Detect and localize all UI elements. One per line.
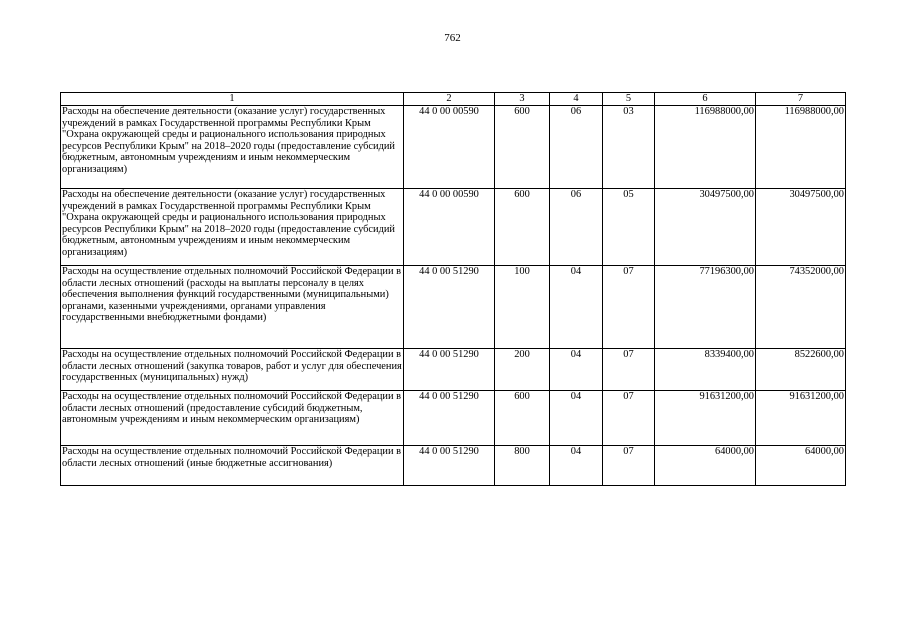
subsection-code: 05	[603, 189, 655, 266]
target-article-code: 44 0 00 51290	[404, 349, 495, 391]
table-row	[61, 266, 846, 349]
column-header: 5	[603, 93, 655, 106]
row-description: Расходы на осуществление отдельных полномочий Российской Федерации в области лесных отношений (иные бюджетные ассигнования)	[61, 446, 404, 486]
amount-col-6: 91631200,00	[655, 391, 756, 446]
table-row	[61, 446, 846, 486]
amount-col-6: 30497500,00	[655, 189, 756, 266]
target-article-code: 44 0 00 51290	[404, 391, 495, 446]
column-header: 1	[61, 93, 404, 106]
expense-type-code: 800	[495, 446, 550, 486]
row-description: Расходы на осуществление отдельных полномочий Российской Федерации в области лесных отношений (расходы на выплаты персоналу в целях обеспечения выполнения функций государственными (муниципальными) органами, казенными учреждениями, органами управления государственными внебюджетными фондами)	[61, 266, 404, 349]
target-article-code: 44 0 00 00590	[404, 189, 495, 266]
section-code: 04	[550, 266, 603, 349]
amount-col-7: 74352000,00	[756, 266, 846, 349]
subsection-code: 07	[603, 391, 655, 446]
section-code: 06	[550, 106, 603, 189]
page-number: 762	[444, 32, 461, 44]
expense-type-code: 600	[495, 189, 550, 266]
table-row	[61, 189, 846, 266]
table-row	[61, 349, 846, 391]
expense-type-code: 600	[495, 391, 550, 446]
column-header: 4	[550, 93, 603, 106]
target-article-code: 44 0 00 00590	[404, 106, 495, 189]
table-row	[61, 106, 846, 189]
amount-col-6: 116988000,00	[655, 106, 756, 189]
amount-col-7: 30497500,00	[756, 189, 846, 266]
row-description: Расходы на осуществление отдельных полномочий Российской Федерации в области лесных отношений (закупка товаров, работ и услуг для обеспечения государственных (муниципальных) нужд)	[61, 349, 404, 391]
target-article-code: 44 0 00 51290	[404, 266, 495, 349]
column-header: 6	[655, 93, 756, 106]
row-description: Расходы на обеспечение деятельности (оказание услуг) государственных учреждений в рамках Государственной программы Республики Крым "Охрана окружающей среды и рационального использования природных ресурсов Республики Крым" на 2018–2020 годы (предоставление субсидий бюджетным, автономным учреждениям и иным некоммерческим организациям)	[61, 106, 404, 189]
subsection-code: 07	[603, 266, 655, 349]
expense-type-code: 100	[495, 266, 550, 349]
table-header-row	[61, 93, 846, 106]
amount-col-6: 8339400,00	[655, 349, 756, 391]
section-code: 04	[550, 446, 603, 486]
subsection-code: 07	[603, 349, 655, 391]
column-header: 2	[404, 93, 495, 106]
table-row	[61, 391, 846, 446]
amount-col-7: 116988000,00	[756, 106, 846, 189]
target-article-code: 44 0 00 51290	[404, 446, 495, 486]
section-code: 04	[550, 349, 603, 391]
section-code: 06	[550, 189, 603, 266]
amount-col-6: 77196300,00	[655, 266, 756, 349]
amount-col-7: 91631200,00	[756, 391, 846, 446]
column-header: 3	[495, 93, 550, 106]
column-header: 7	[756, 93, 846, 106]
row-description: Расходы на осуществление отдельных полномочий Российской Федерации в области лесных отношений (предоставление субсидий бюджетным, автономным учреждениям и иным некоммерческим организациям)	[61, 391, 404, 446]
expense-type-code: 600	[495, 106, 550, 189]
amount-col-6: 64000,00	[655, 446, 756, 486]
row-description: Расходы на обеспечение деятельности (оказание услуг) государственных учреждений в рамках Государственной программы Республики Крым "Охрана окружающей среды и рационального использования природных ресурсов Республики Крым" на 2018–2020 годы (предоставление субсидий бюджетным, автономным учреждениям и иным некоммерческим организациям)	[61, 189, 404, 266]
amount-col-7: 64000,00	[756, 446, 846, 486]
expense-type-code: 200	[495, 349, 550, 391]
amount-col-7: 8522600,00	[756, 349, 846, 391]
section-code: 04	[550, 391, 603, 446]
subsection-code: 03	[603, 106, 655, 189]
subsection-code: 07	[603, 446, 655, 486]
budget-table	[60, 92, 846, 486]
